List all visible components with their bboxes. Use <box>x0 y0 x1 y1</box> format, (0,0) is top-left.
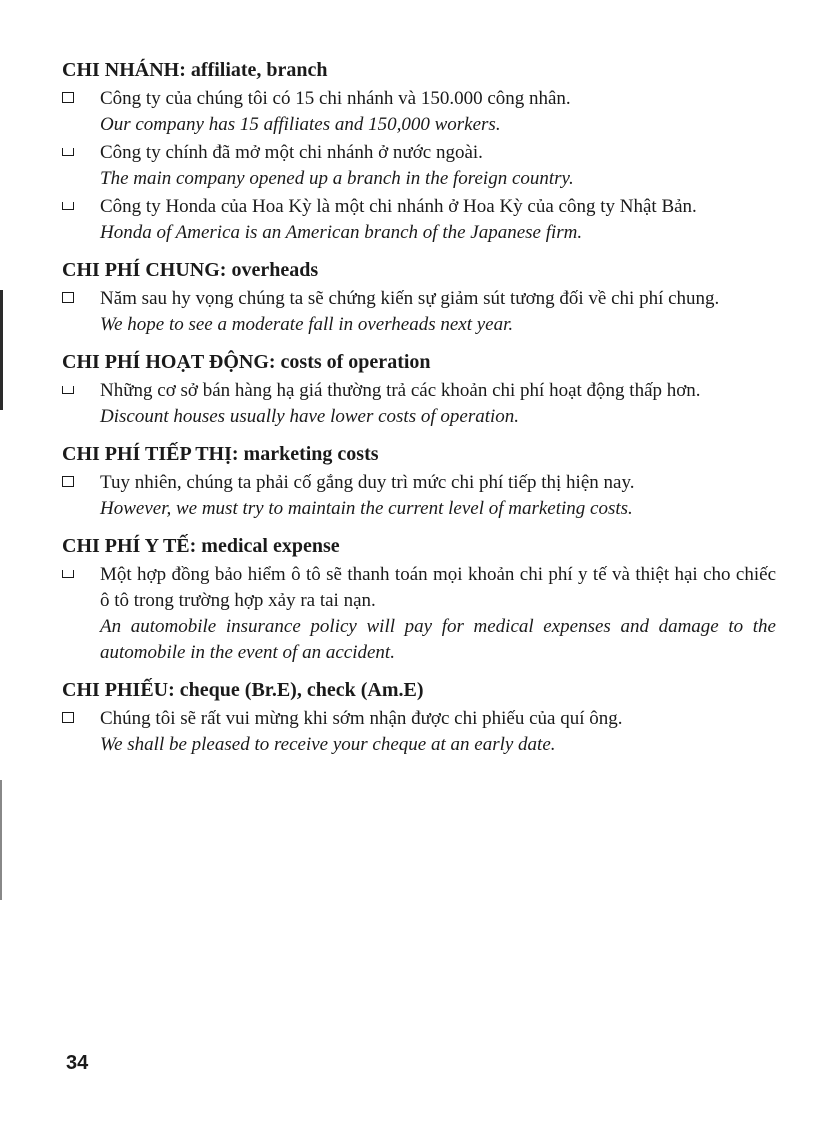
headword-separator: : <box>231 443 244 465</box>
example-item <box>62 86 776 138</box>
dictionary-entry <box>62 58 776 246</box>
dictionary-page <box>62 58 776 770</box>
dictionary-entry <box>62 350 776 430</box>
headword-separator: : <box>168 679 180 701</box>
example-english: However, we must try to maintain the current level of marketing costs. <box>100 498 633 519</box>
entry-heading <box>62 442 776 466</box>
headword: CHI NHÁNH <box>62 59 180 81</box>
example-vietnamese: Công ty chính đã mở một chi nhánh ở nước ngoài. <box>100 142 483 163</box>
example-vietnamese: Năm sau hy vọng chúng ta sẽ chứng kiến sự giảm sút tương đối về chi phí chung. <box>100 288 720 309</box>
headword-translation: overheads <box>231 259 319 281</box>
headword-translation: medical expense <box>201 535 340 557</box>
headword-translation: affiliate, branch <box>190 59 328 81</box>
dictionary-entry <box>62 258 776 338</box>
example-english: We shall be pleased to receive your cheque at an early date. <box>100 734 556 755</box>
headword-separator: : <box>189 535 202 557</box>
example-english: The main company opened up a branch in the foreign country. <box>100 168 574 189</box>
dictionary-entry <box>62 678 776 758</box>
example-vietnamese: Công ty của chúng tôi có 15 chi nhánh và 150.000 công nhân. <box>100 88 571 109</box>
example-english: Discount houses usually have lower costs of operation. <box>100 406 520 427</box>
checkbox-hook-icon <box>62 570 74 578</box>
headword: CHI PHÍ Y TẾ <box>62 535 190 557</box>
example-vietnamese: Những cơ sở bán hàng hạ giá thường trả các khoản chi phí hoạt động thấp hơn. <box>100 380 701 401</box>
checkbox-hook-icon <box>62 202 74 210</box>
example-vietnamese: Công ty Honda của Hoa Kỳ là một chi nhánh ở Hoa Kỳ của công ty Nhật Bản. <box>100 196 697 217</box>
dictionary-entry <box>62 534 776 666</box>
checkbox-hook-icon <box>62 148 74 156</box>
example-english: Honda of America is an American branch of the Japanese firm. <box>100 222 583 243</box>
entry-heading <box>62 258 776 282</box>
page-number: 34 <box>66 1052 89 1074</box>
checkbox-icon <box>62 476 74 487</box>
headword: CHI PHÍ TIẾP THỊ <box>62 443 232 465</box>
example-english: An automobile insurance policy will pay for medical expenses and damage to the automobile in the event of an accident. <box>100 616 776 663</box>
checkbox-icon <box>62 92 74 103</box>
entry-heading <box>62 350 776 374</box>
example-english: Our company has 15 affiliates and 150,000 workers. <box>100 114 501 135</box>
example-vietnamese: Một hợp đồng bảo hiểm ô tô sẽ thanh toán mọi khoản chi phí y tế và thiệt hại cho chiếc ô tô trong trường hợp xảy ra tai nạn. <box>100 564 776 611</box>
checkbox-hook-icon <box>62 386 74 394</box>
headword-separator: : <box>179 59 191 81</box>
scan-edge-mark <box>0 780 2 900</box>
example-item <box>62 286 776 338</box>
example-vietnamese: Chúng tôi sẽ rất vui mừng khi sớm nhận được chi phiếu của quí ông. <box>100 708 623 729</box>
example-item <box>62 562 776 666</box>
example-item <box>62 194 776 246</box>
headword: CHI PHÍ HOẠT ĐỘNG <box>62 351 269 373</box>
headword-translation: cheque (Br.E), check (Am.E) <box>179 679 424 701</box>
checkbox-icon <box>62 712 74 723</box>
scan-edge-mark <box>0 290 3 410</box>
headword-separator: : <box>219 259 232 281</box>
dictionary-entry <box>62 442 776 522</box>
headword: CHI PHÍ CHUNG <box>62 259 220 281</box>
entry-heading <box>62 678 776 702</box>
headword-separator: : <box>268 351 281 373</box>
headword: CHI PHIẾU <box>62 679 169 701</box>
checkbox-icon <box>62 292 74 303</box>
example-item <box>62 470 776 522</box>
headword-translation: marketing costs <box>243 443 379 465</box>
example-item <box>62 378 776 430</box>
headword-translation: costs of operation <box>280 351 431 373</box>
example-vietnamese: Tuy nhiên, chúng ta phải cố gắng duy trì mức chi phí tiếp thị hiện nay. <box>100 472 635 493</box>
example-item <box>62 706 776 758</box>
entry-heading <box>62 534 776 558</box>
example-english: We hope to see a moderate fall in overheads next year. <box>100 314 514 335</box>
example-item <box>62 140 776 192</box>
entry-heading <box>62 58 776 82</box>
